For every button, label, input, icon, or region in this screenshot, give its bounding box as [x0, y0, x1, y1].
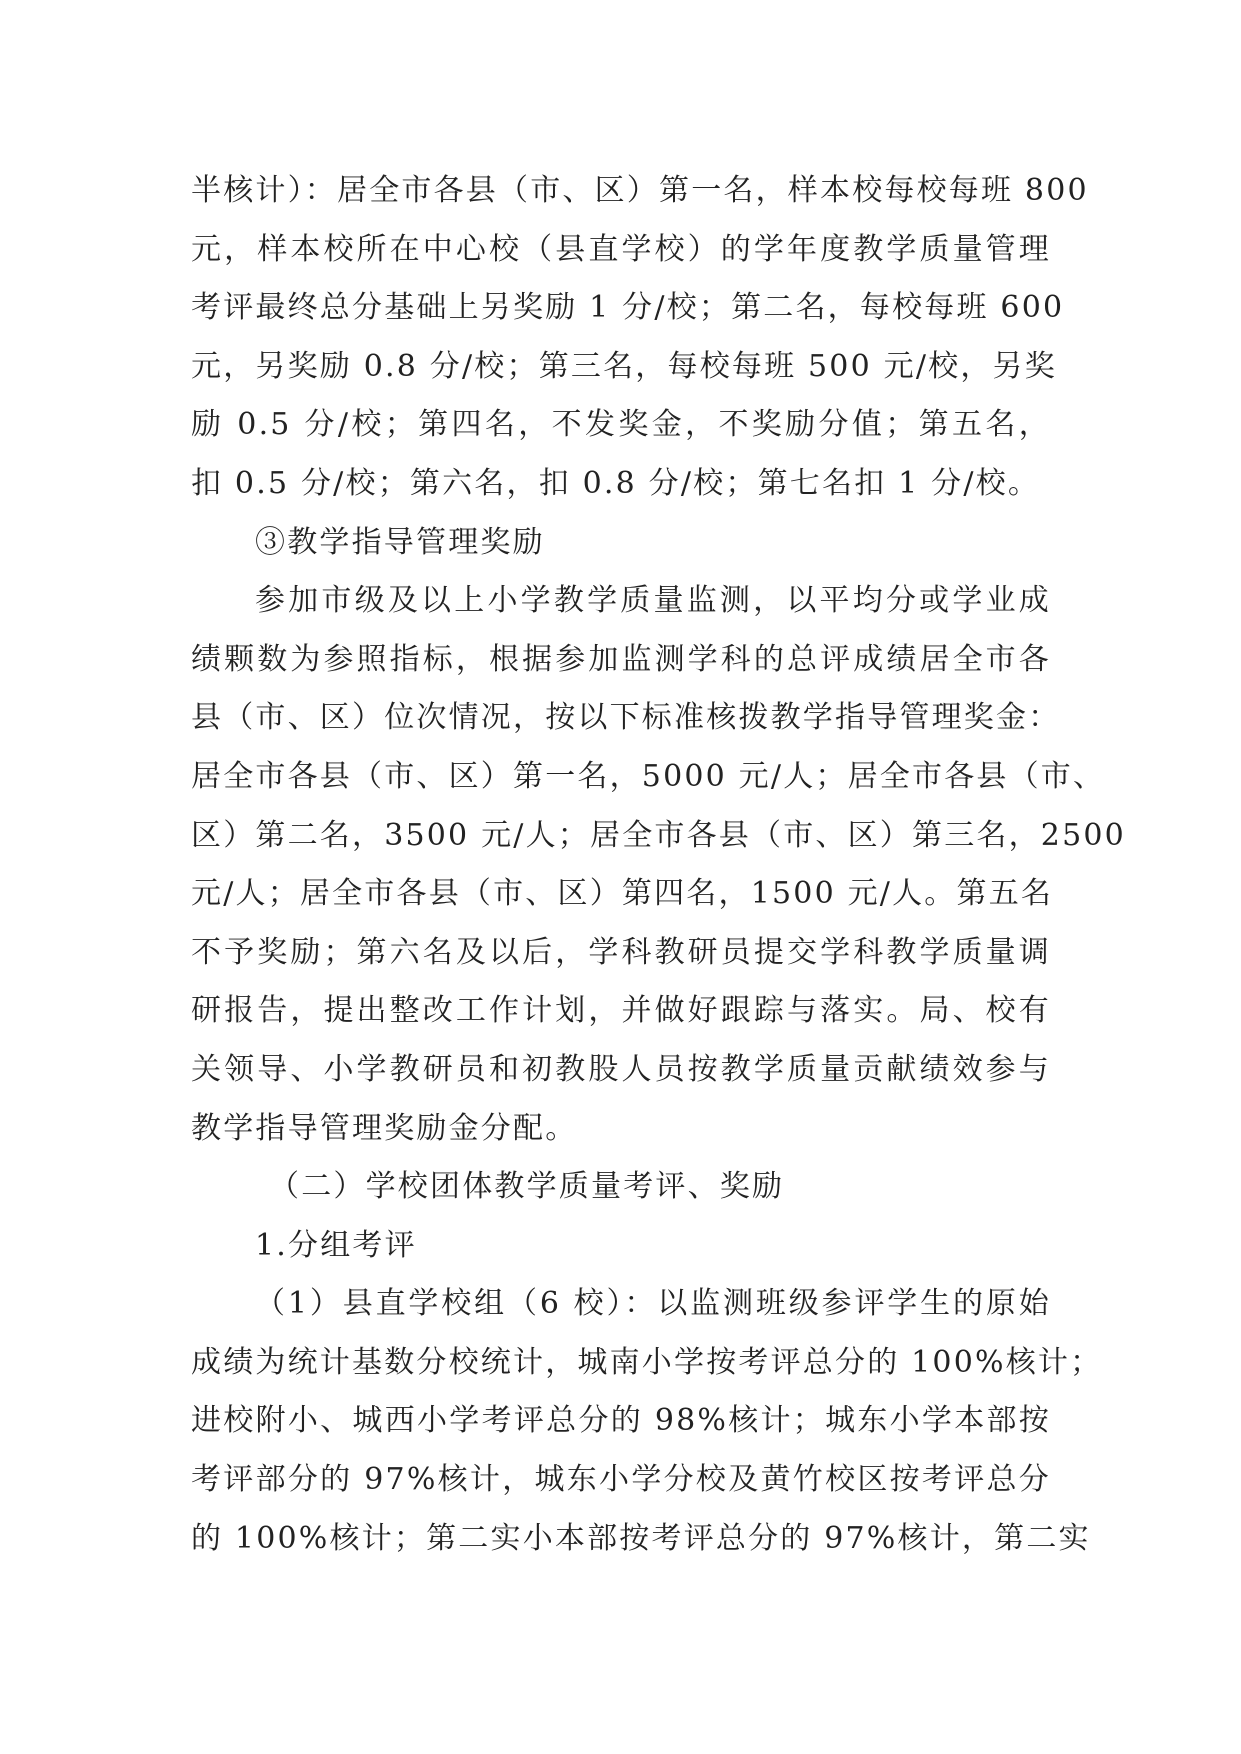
text-line: 扣 0.5 分/校；第六名，扣 0.8 分/校；第七名扣 1 分/校。	[191, 465, 1041, 501]
text-line: ③教学指导管理奖励	[255, 524, 545, 560]
text-line: （1）县直学校组（6 校）：以监测班级参评学生的原始	[255, 1286, 1051, 1322]
text-line: 励 0.5 分/校；第四名，不发奖金，不奖励分值；第五名，	[191, 407, 1051, 443]
text-line: 元，另奖励 0.8 分/校；第三名，每校每班 500 元/校，另奖	[191, 348, 1057, 384]
text-line: 考评最终总分基础上另奖励 1 分/校；第二名，每校每班 600	[191, 290, 1065, 326]
text-line: 县（市、区）位次情况，按以下标准核拨教学指导管理奖金：	[191, 700, 1061, 736]
text-line: 关领导、小学教研员和初教股人员按教学质量贡献绩效参与	[191, 1051, 1051, 1087]
text-line: 进校附小、城西小学考评总分的 98%核计；城东小学本部按	[191, 1403, 1051, 1439]
text-line: 教学指导管理奖励金分配。	[191, 1110, 578, 1146]
text-line: （二）学校团体教学质量考评、奖励	[269, 1169, 785, 1205]
text-line: 考评部分的 97%核计，城东小学分校及黄竹校区按考评总分	[191, 1462, 1051, 1498]
text-line: 参加市级及以上小学教学质量监测，以平均分或学业成	[255, 583, 1051, 619]
text-line: 半核计）：居全市各县（市、区）第一名，样本校每校每班 800	[191, 173, 1089, 208]
text-line: 绩颗数为参照指标，根据参加监测学科的总评成绩居全市各	[191, 641, 1051, 677]
document-body	[191, 162, 1126, 1568]
text-line: 不予奖励；第六名及以后，学科教研员提交学科教学质量调	[191, 934, 1051, 970]
text-line: 研报告，提出整改工作计划，并做好跟踪与落实。局、校有	[191, 993, 1051, 1029]
text-line: 1.分组考评	[255, 1227, 417, 1263]
text-line: 元，样本校所在中心校（县直学校）的学年度教学质量管理	[191, 231, 1051, 267]
text-line: 的 100%核计；第二实小本部按考评总分的 97%核计，第二实	[191, 1520, 1091, 1556]
text-line: 成绩为统计基数分校统计，城南小学按考评总分的 100%核计；	[191, 1344, 1103, 1380]
text-line: 元/人；居全市各县（市、区）第四名，1500 元/人。第五名	[191, 876, 1054, 912]
text-line: 区）第二名，3500 元/人；居全市各县（市、区）第三名，2500	[191, 817, 1126, 853]
text-line: 居全市各县（市、区）第一名，5000 元/人；居全市各县（市、	[191, 758, 1106, 794]
